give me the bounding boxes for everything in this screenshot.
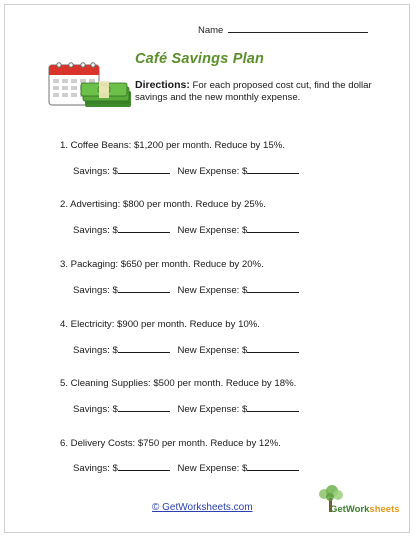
footer-link[interactable]: © GetWorksheets.com [152,502,253,513]
savings-blank[interactable] [118,283,170,293]
new-expense-blank[interactable] [247,343,299,353]
logo-accent: sheets [369,504,400,515]
money-stack-icon [81,81,131,107]
name-blank[interactable] [228,23,368,33]
new-expense-label: New Expense: $ [177,225,248,236]
savings-label: Savings: $ [73,285,118,296]
new-expense-label: New Expense: $ [177,463,248,474]
calendar-and-money-icon [45,57,135,113]
directions [135,79,385,104]
savings-blank[interactable] [118,223,170,233]
problem-item: 1. Coffee Beans: $1,200 per month. Reduce by 15%. [60,140,285,151]
savings-label: Savings: $ [73,166,118,177]
answer-row [73,402,299,415]
savings-label: Savings: $ [73,404,118,415]
savings-blank[interactable] [118,461,170,471]
problem-item: 6. Delivery Costs: $750 per month. Reduce by 12%. [60,438,281,449]
logo-main: GetWork [330,504,370,515]
savings-blank[interactable] [118,164,170,174]
problem-item: 4. Electricity: $900 per month. Reduce by 10%. [60,319,260,330]
answer-row [73,343,299,356]
new-expense-blank[interactable] [247,283,299,293]
new-expense-blank[interactable] [247,223,299,233]
savings-label: Savings: $ [73,225,118,236]
savings-label: Savings: $ [73,463,118,474]
answer-row [73,223,299,236]
answer-row [73,164,299,177]
new-expense-blank[interactable] [247,461,299,471]
savings-blank[interactable] [118,402,170,412]
directions-text: For each proposed cost cut, find the dollar savings and the new monthly expense. [135,80,372,103]
page-title: Café Savings Plan [135,51,265,67]
savings-label: Savings: $ [73,345,118,356]
new-expense-label: New Expense: $ [177,404,248,415]
problem-item: 3. Packaging: $650 per month. Reduce by 20%. [60,259,264,270]
name-field [198,23,368,36]
savings-blank[interactable] [118,343,170,353]
logo-wordmark [330,504,400,515]
new-expense-label: New Expense: $ [177,166,248,177]
directions-label: Directions: [135,79,190,91]
new-expense-label: New Expense: $ [177,345,248,356]
new-expense-blank[interactable] [247,402,299,412]
answer-row [73,461,299,474]
problem-item: 5. Cleaning Supplies: $500 per month. Reduce by 18%. [60,378,297,389]
problem-item: 2. Advertising: $800 per month. Reduce by 25%. [60,199,266,210]
new-expense-blank[interactable] [247,164,299,174]
answer-row [73,283,299,296]
name-label: Name [198,25,224,36]
new-expense-label: New Expense: $ [177,285,248,296]
